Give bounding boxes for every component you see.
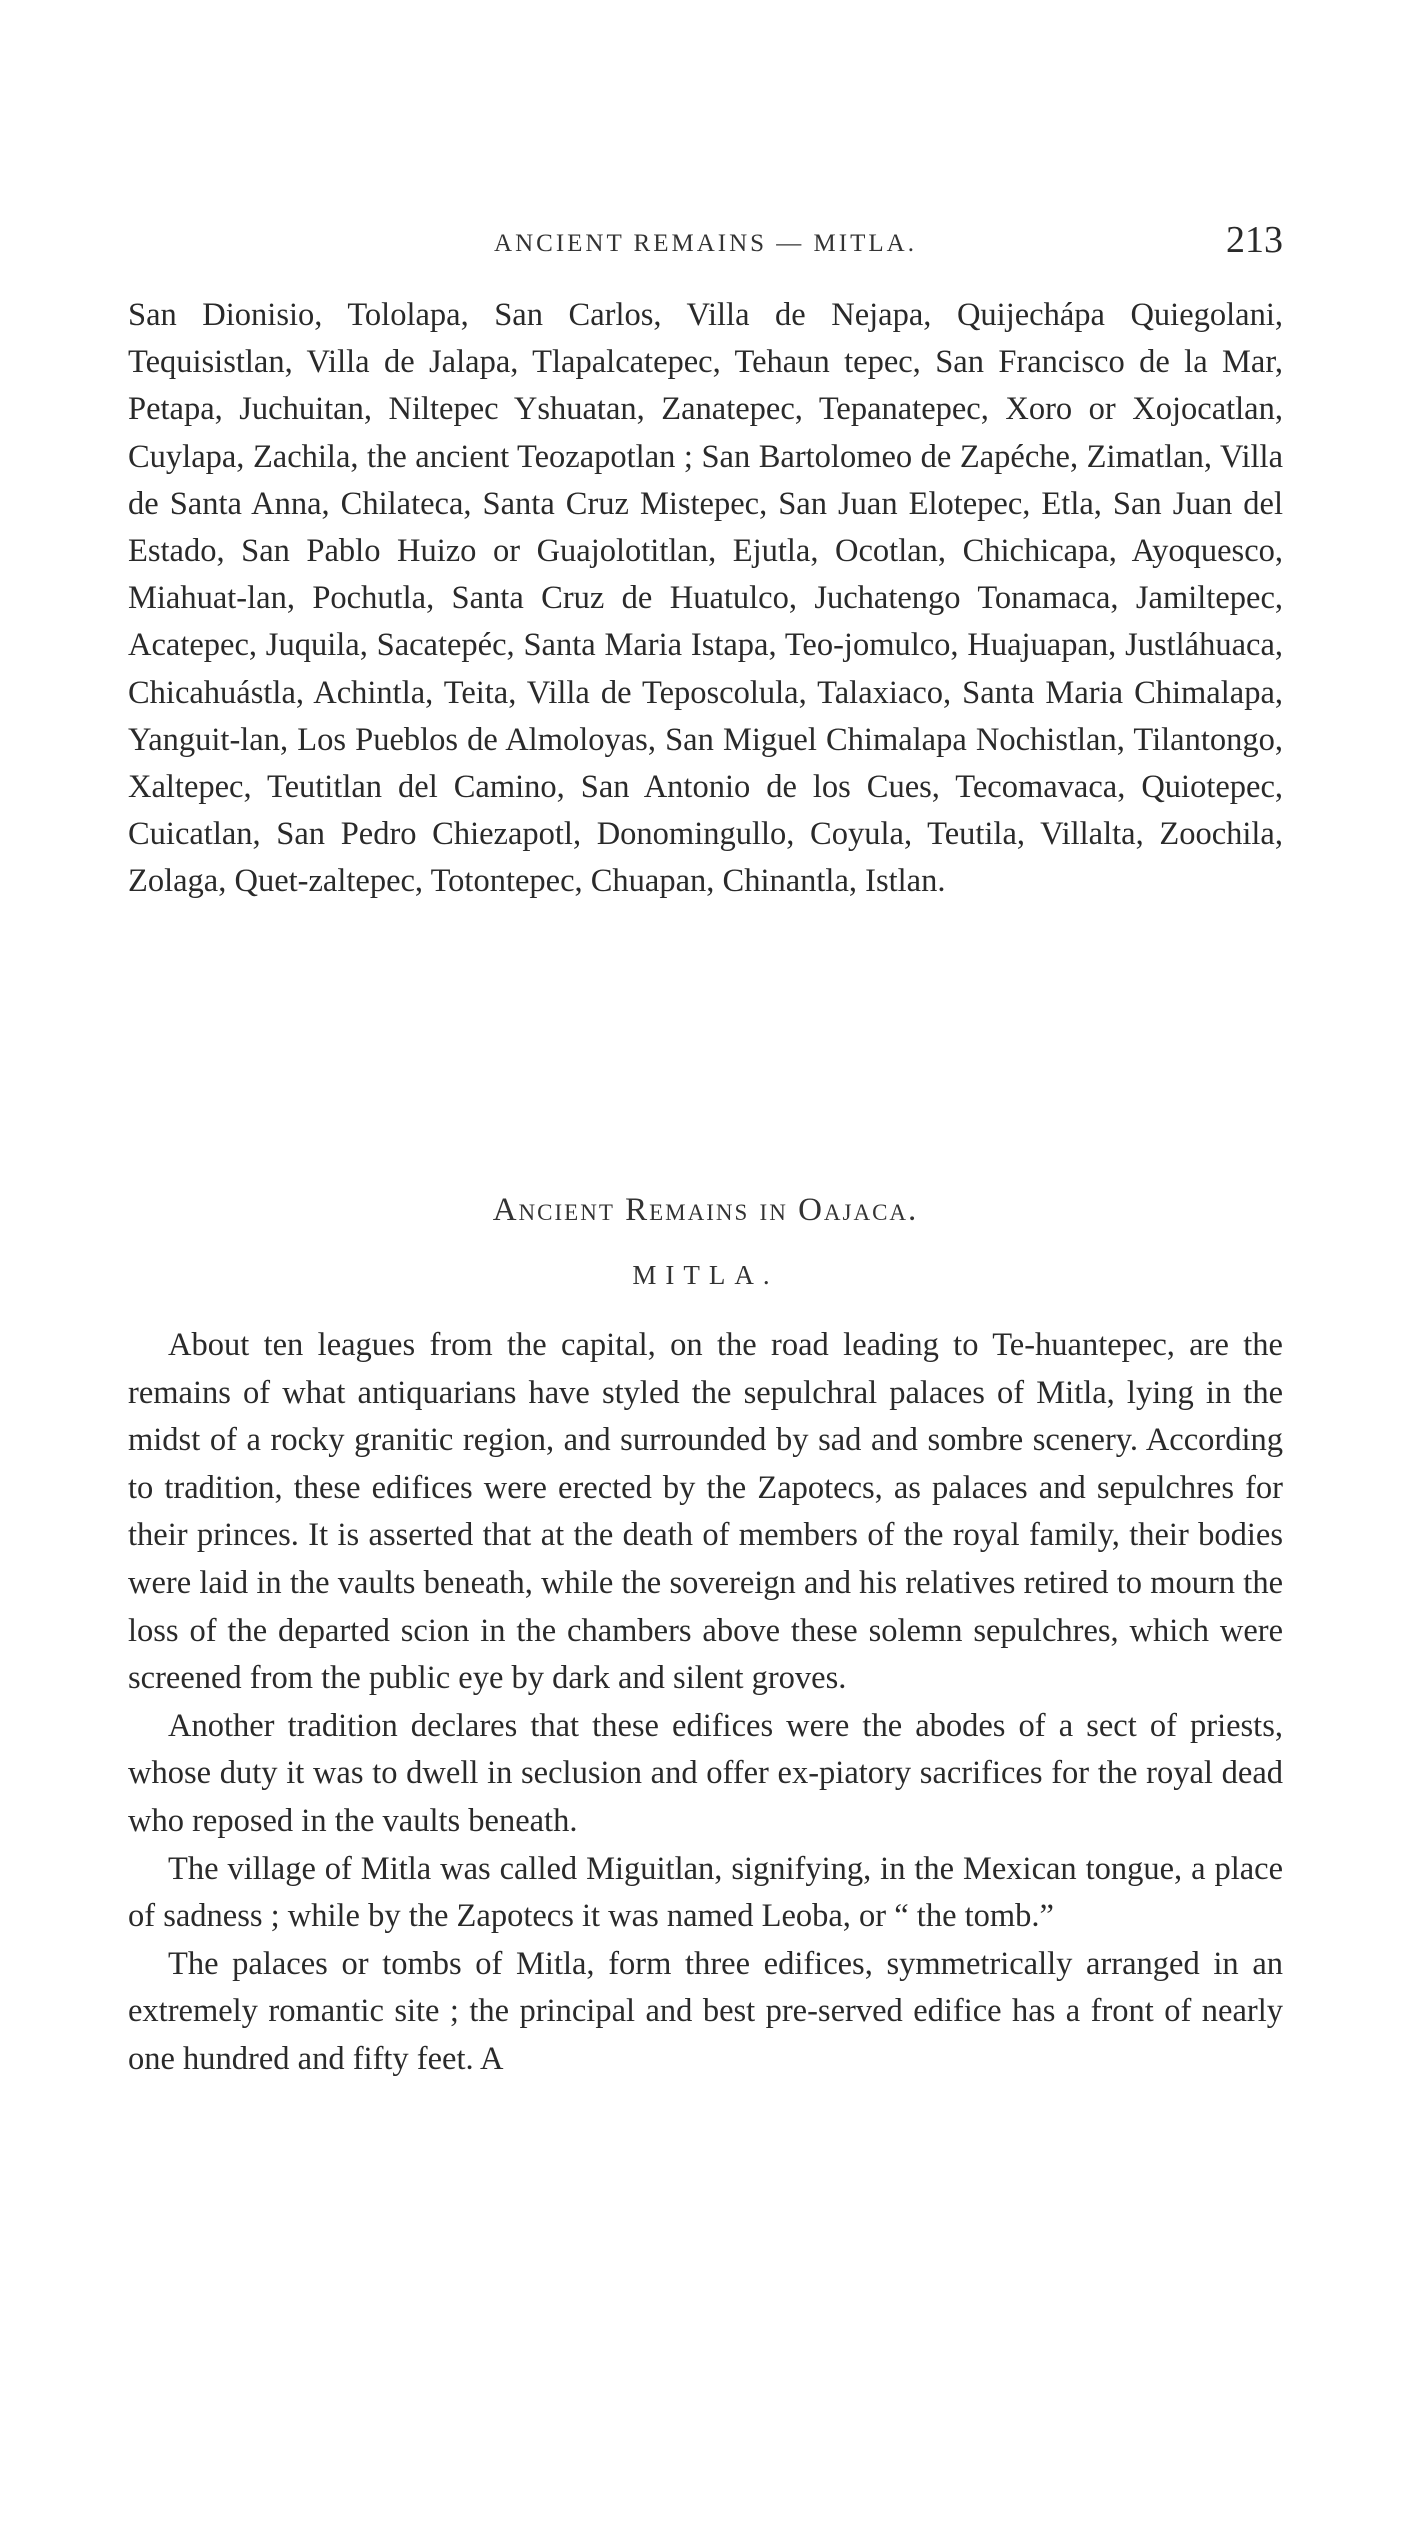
paragraph-4: The palaces or tombs of Mitla, form three edifices, symmetrically arranged in an extremely romantic site ; the principal and best pre-served edifice has a front of nearly one hundred and fifty feet. A	[128, 1945, 1283, 2077]
running-title: ANCIENT REMAINS — MITLA.	[494, 230, 917, 257]
place-names-paragraph	[128, 292, 1283, 906]
section-heading: Ancient Remains in Oajaca.	[492, 1192, 919, 1228]
page-number: 213	[1226, 219, 1283, 261]
paragraph-3: The village of Mitla was called Miguitlan, signifying, in the Mexican tongue, a place of sadness ; while by the Zapotecs it was named Leoba, or “ the tomb.”	[128, 1850, 1283, 1935]
mitla-text	[128, 1322, 1283, 2084]
paragraph-2: Another tradition declares that these edifices were the abodes of a sect of priests, whose duty it was to dwell in seclusion and offer ex-piatory sacrifices for the royal dead who reposed in the vaults beneath.	[128, 1707, 1283, 1839]
paragraph-1: About ten leagues from the capital, on the road leading to Te-huantepec, are the remains of what antiquarians have styled the sepulchral palaces of Mitla, lying in the midst of a rocky granitic region, and surrounded by sad and sombre scenery. According to tradition, these edifices were erected by the Zapotecs, as palaces and sepulchres for their princes. It is asserted that at the death of members of the royal family, their bodies were laid in the vaults beneath, while the sovereign and his relatives retired to mourn the loss of the departed scion in the chambers above these solemn sepulchres, which were screened from the public eye by dark and silent groves.	[128, 1327, 1283, 1697]
list-paragraph: San Dionisio, Tololapa, San Carlos, Villa de Nejapa, Quijechápa Quiegolani, Tequisistlan, Villa de Jalapa, Tlapalcatepec, Tehaun tepec, San Francisco de la Mar, Petapa, Juchuitan, Niltepec Yshuatan, Zanatepec, Tepanatepec, Xoro or Xojocatlan, Cuylapa, Zachila, the ancient Teozapotlan ; San Bartolomeo de Zapéche, Zimatlan, Villa de Santa Anna, Chilateca, Santa Cruz Mistepec, San Juan Elotepec, Etla, San Juan del Estado, San Pablo Huizo or Guajolotitlan, Ejutla, Ocotlan, Chichicapa, Ayoquesco, Miahuat-lan, Pochutla, Santa Cruz de Huatulco, Juchatengo Tonamaca, Jamiltepec, Acatepec, Juquila, Sacatepéc, Santa Maria Istapa, Teo-jomulco, Huajuapan, Justláhuaca, Chicahuástla, Achintla, Teita, Villa de Teposcolula, Talaxiaco, Santa Maria Chimalapa, Yanguit-lan, Los Pueblos de Almoloyas, San Miguel Chimalapa Nochistlan, Tilantongo, Xaltepec, Teutitlan del Camino, San Antonio de los Cues, Tecomavaca, Quiotepec, Cuicatlan, San Pedro Chiezapotl, Donomingullo, Coyula, Teutila, Villalta, Zoochila, Zolaga, Quet-zaltepec, Totontepec, Chuapan, Chinantla, Istlan.	[128, 297, 1283, 900]
section-subheading: MITLA.	[632, 1260, 779, 1290]
running-head	[128, 218, 1283, 268]
